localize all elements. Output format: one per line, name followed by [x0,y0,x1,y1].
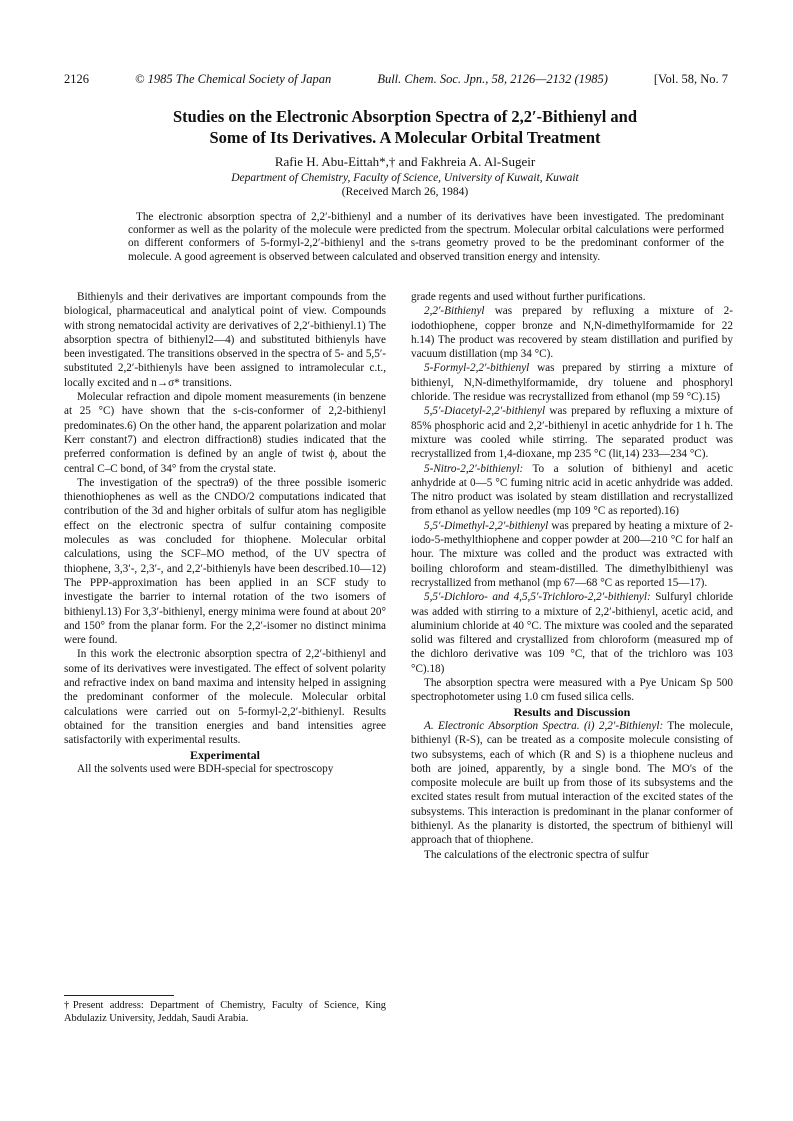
prep-diacetyl [411,404,733,461]
prep-chloro [411,590,733,676]
intro-paragraph-2: Molecular refraction and dipole moment measurements (in benzene at 25 °C) have shown that the s-cis-conformer of 2,2-bithienyl predominates.6) On the other hand, the apparent polarization and molar Kerr constant7) and electron diffraction8) studies indicated that the preferred conformation is defined by an angle of twist ϕ, about the central C–C bond, of 34° from the crystal state. [64,391,386,475]
compound-label: 5,5′-Diacetyl-2,2′-bithienyl [424,405,546,418]
section-heading-results: Results and Discussion [513,704,631,719]
received-date: (Received March 26, 1984) [341,186,469,198]
compound-label: 5-Formyl-2,2′-bithienyl [424,362,530,375]
prep-bithienyl [411,304,733,361]
experimental-paragraph-1: All the solvents used were BDH-special for spectroscopy [77,762,334,775]
society-copyright: © 1985 The Chemical Society of Japan [135,72,332,86]
prep-text: was prepared by heating a mixture of 2-iodo-5-methylthiophene and copper powder at 200—210 °C for half an hour. The mixture was colled and the product was extracted with boiling chloroform and steam-distilled. The dimethylbithienyl was recrystallized from methanol (mp 67—68 °C as reported 15—17). [411,519,733,589]
prep-text: was prepared by stirring a mixture of bithienyl, N,N-dimethylformamide, dry toluene and phosphoryl chloride. The residue was recrystallized from ethanol (mp 59 °C).15) [411,362,733,404]
prep-text: was prepared by refluxing a mixture of 2-iodothiophene, copper bronze and N,N-dimethylformamide for 22 h.14) The product was recovered by steam distillation and purified by vacuum distillation (mp 34 °C). [411,305,733,361]
results-paragraph-2: The calculations of the electronic spectra of sulfur [424,848,649,861]
prep-text: was prepared by refluxing a mixture of 85% phosphoric acid and 2,2′-bithienyl in acetic anhydride for 1 h. The mixture was cooled while stirring. The separated product was recrystallized from 1,4-dioxane, mp 235 °C (lit,14) 233—234 °C). [411,405,733,461]
page-number: 2126 [64,72,89,86]
authors: Rafie H. Abu-Eittah*,† and Fakhreia A. Al-Sugeir [274,154,536,169]
abstract: The electronic absorption spectra of 2,2′-bithienyl and a number of its derivatives have been investigated. The predominant conformer as well as the polarity of the molecule were predicted from the spectrum. Molecular orbital calculations were performed on different conformers of 5-formyl-2,2′-bithienyl and the s-trans geometry proved to be the predominant conformer of the molecule. A good agreement is observed between calculated and observed transition energy and intensity. [128,211,724,263]
intro-paragraph-1: Bithienyls and their derivatives are important compounds from the biological, pharmaceutical and analytical point of view. Compounds with strong nematocidal activity are derivatives of 2,2′-bithienyl.1) The absorption spectra of bithienyl2—4) and substituted bithienyls have been investigated. The transitions observed in the spectra of 5- and 5,5′-substituted 2,2′-bithienyls have been assigned to intramolecular c.t., locally excited and n→σ* transitions. [64,291,386,389]
prep-text: To a solution of bithienyl and acetic anhydride at 0—5 °C fuming nitric acid in acetic anhydride was added. The nitro product was isolated by steam distillation and recrystallized from ethanol as yellow needles (mp 109 °C as reported).16) [411,462,733,518]
journal-citation: Bull. Chem. Soc. Jpn., 58, 2126—2132 (1985) [377,72,608,86]
subsection-label: A. Electronic Absorption Spectra. (i) 2,2′-Bithienyl: [424,719,664,732]
right-column [411,290,733,862]
footnote-rule [64,995,174,996]
results-paragraph-1 [411,719,733,848]
prep-text: Sulfuryl chloride was added with stirring to a mixture of 2,2′-bithienyl, acetic acid, and aluminium chloride at 40 °C. The mixture was cooled and the separated solid was filtered and crystallized from chloroform (measured mp of the dichloro derivative was 109 °C, that of the trichloro was 103 °C).18) [411,591,734,675]
affiliation: Department of Chemistry, Faculty of Science, University of Kuwait, Kuwait [231,172,579,184]
compound-label: 5-Nitro-2,2′-bithienyl: [424,462,524,475]
title-line-1: Studies on the Electronic Absorption Spectra of 2,2′-Bithienyl and [172,107,638,126]
experimental-continued: grade regents and used without further purifications. [411,291,646,303]
article-title [80,106,730,148]
prep-nitro [411,462,733,519]
section-heading-experimental: Experimental [190,747,260,762]
compound-label: 5,5′-Dichloro- and 4,5,5′-Trichloro-2,2′-bithienyl: [424,591,651,604]
running-header [64,72,728,87]
prep-dimethyl [411,519,733,590]
instrument-paragraph: The absorption spectra were measured with a Pye Unicam Sp 500 spectrophotometer using 1.0 cm fused silica cells. [411,677,733,704]
left-column [64,290,386,776]
compound-label: 5,5′-Dimethyl-2,2′-bithienyl [424,519,549,532]
footnote [64,995,386,1025]
compound-label: 2,2′-Bithienyl [424,305,485,318]
intro-paragraph-4: In this work the electronic absorption spectra of 2,2′-bithienyl and some of its derivatives were investigated. The effect of solvent polarity and refractive index on band maxima and intensity helped in assigning the predominant conformer of the molecule. Molecular orbital calculations were carried out on 5-formyl-2,2′-bithienyl. Results obtained for the transition energies and band intensities agree satisfactorily with experimental results. [64,648,386,747]
intro-paragraph-3: The investigation of the spectra9) of the three possible isomeric thienothiophenes as well as the CNDO/2 computations indicated that contribution of the 3d and higher orbitals of sulfur atom has negligible effect on the electronic spectra of sulfur containing composite molecules as was concluded for thiophene. Molecular orbital calculations, using the SCF–MO method, of the UV spectra of thiophene, 3,3′-, 2,3′-, and 2,2′-bithienyls have been described.10—12) The PPP-approximation has been applied in an SCF study to investigate the barrier to internal rotation of the two isomers of bithienyl.13) For 3,3′-bithienyl, energy minima were found at about 20° and 150° from the planar form. For the 2,2′-isomer no distinct minima were found. [64,476,386,647]
title-line-2: Some of Its Derivatives. A Molecular Orbital Treatment [209,128,601,147]
footnote-text: †Present address: Department of Chemistry, Faculty of Science, King Abdulaziz University, Jeddah, Saudi Arabia. [64,1000,386,1024]
prep-formyl [411,361,733,404]
results-text: The molecule, bithienyl (R-S), can be treated as a composite molecule consisting of two subsystems, each of which (R and S) is a thiophene nucleus and both are joined, apparently, by a single bond. The MO's of the composite molecule are built up from those of its subsystems and the excited states result from mutual interaction of the excited states of the subsystems. This interaction is predominant in the planar conformer of bithienyl. As the planarity is distorted, the spectrum of bithienyl will approach that of thiophene. [411,719,733,847]
volume-info: [Vol. 58, No. 7 [653,72,728,86]
